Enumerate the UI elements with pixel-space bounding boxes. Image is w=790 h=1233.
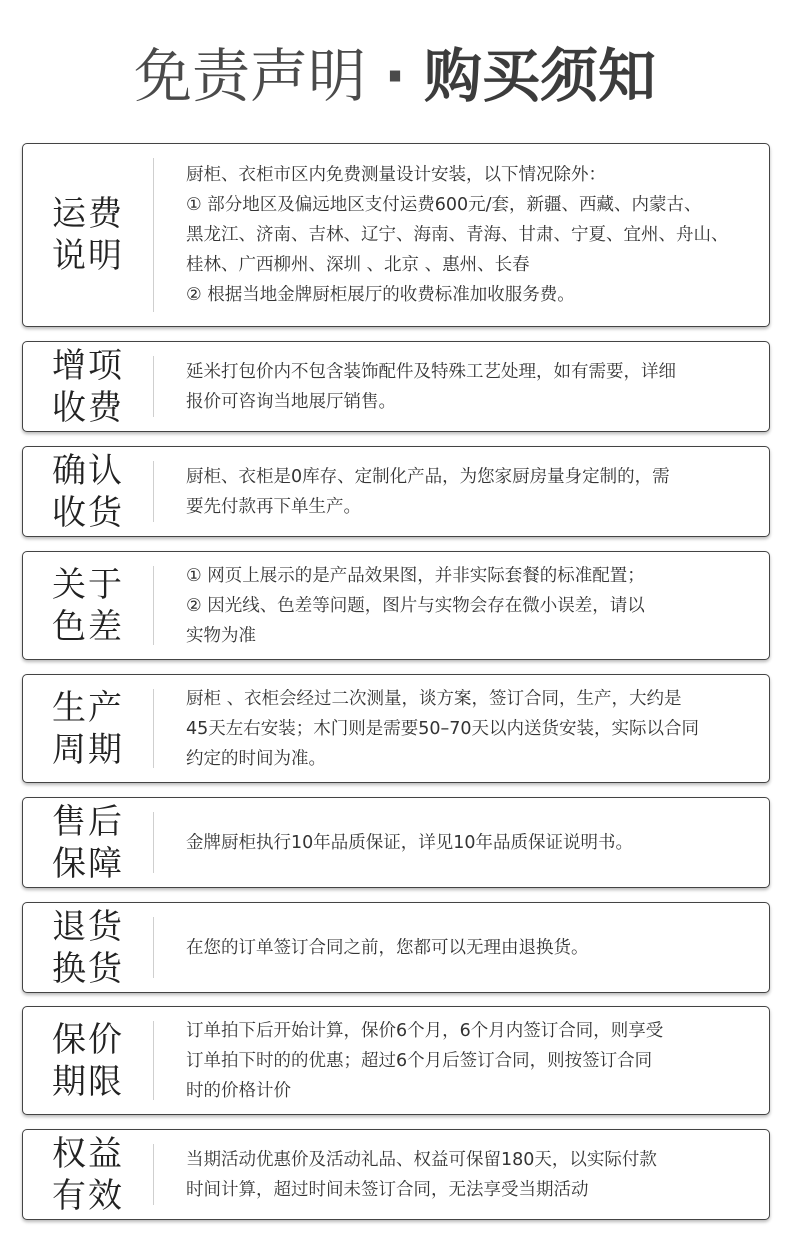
card-text-line: 实物为准 — [186, 625, 256, 646]
card-text-line: ② 因光线、色差等问题，图片与实物会存在微小误差，请以 — [186, 595, 645, 616]
card-body — [186, 1007, 757, 1114]
card-label-line-1: 确认 — [52, 450, 124, 491]
card-text-line: 订单拍下后开始计算，保价6个月，6个月内签订合同，则享受 — [186, 1020, 664, 1041]
card-body — [186, 1130, 757, 1219]
notice-card-price-protection — [22, 1006, 770, 1115]
card-label — [23, 447, 153, 536]
card-body — [186, 903, 757, 992]
card-text-line: ② 根据当地金牌厨柜展厅的收费标准加收服务费。 — [186, 285, 575, 305]
title-purchase-notice: 购买须知 — [424, 42, 657, 110]
card-body — [186, 342, 757, 431]
card-text-line: 约定的时间为准。 — [186, 748, 326, 769]
card-divider — [153, 689, 154, 768]
card-label-line-2: 保障 — [52, 843, 124, 884]
card-divider — [153, 356, 154, 417]
notice-card-extra-fees — [22, 341, 770, 432]
card-text-line: 时间计算，超过时间未签订合同，无法享受当期活动 — [186, 1179, 589, 1200]
card-text-line: 时的价格计价 — [186, 1080, 291, 1101]
card-divider — [153, 1144, 154, 1205]
card-label-line-1: 权益 — [52, 1133, 124, 1174]
card-divider — [153, 158, 154, 312]
card-label-line-2: 色差 — [52, 606, 124, 647]
card-label-line-2: 说明 — [52, 236, 124, 276]
card-body — [186, 552, 757, 659]
card-text-line: 在您的订单签订合同之前，您都可以无理由退换货。 — [186, 937, 589, 958]
card-label-line-1: 运费 — [52, 194, 124, 234]
card-divider — [153, 917, 154, 978]
card-label-line-2: 周期 — [52, 729, 124, 770]
card-text-line: 厨柜 、衣柜会经过二次测量，谈方案，签订合同，生产，大约是 — [186, 688, 682, 709]
card-divider — [153, 812, 154, 873]
card-label-line-2: 收费 — [52, 387, 124, 428]
card-label — [23, 675, 153, 782]
card-label-line-2: 有效 — [52, 1175, 124, 1216]
card-label — [23, 798, 153, 887]
card-text-line: 金牌厨柜执行10年品质保证，详见10年品质保证说明书。 — [186, 832, 634, 853]
card-text-line: 订单拍下时的的优惠；超过6个月后签订合同，则按签订合同 — [186, 1050, 653, 1071]
card-text-line: 延米打包价内不包含装饰配件及特殊工艺处理，如有需要，详细 — [186, 361, 676, 382]
card-label-line-2: 收货 — [52, 492, 124, 533]
card-text-line: ① 部分地区及偏远地区支付运费600元/套，新疆、西藏、内蒙古、 — [186, 195, 702, 215]
card-label-line-1: 保价 — [52, 1019, 124, 1060]
card-label-line-1: 关于 — [52, 564, 124, 605]
title-separator: · — [383, 42, 407, 110]
card-text-line: 报价可咨询当地展厅销售。 — [186, 391, 396, 412]
card-body — [186, 144, 757, 326]
notice-card-return-exchange — [22, 902, 770, 993]
notice-card-production-period — [22, 674, 770, 783]
notice-card-after-sales — [22, 797, 770, 888]
card-label-line-1: 退货 — [52, 906, 124, 947]
card-text-line: 厨柜、衣柜是0库存、定制化产品，为您家厨房量身定制的，需 — [186, 466, 670, 487]
card-label-line-1: 售后 — [52, 801, 124, 842]
card-label-line-2: 期限 — [52, 1061, 124, 1102]
card-label-line-2: 换货 — [52, 948, 124, 989]
card-label — [23, 1007, 153, 1114]
card-text-line: 厨柜、衣柜市区内免费测量设计安装，以下情况除外： — [186, 165, 606, 185]
notice-card-shipping — [22, 143, 770, 327]
card-label — [23, 144, 153, 326]
card-text-line: ① 网页上展示的是产品效果图，并非实际套餐的标准配置； — [186, 565, 645, 586]
card-body — [186, 675, 757, 782]
card-label-line-1: 增项 — [52, 345, 124, 386]
card-text-line: 要先付款再下单生产。 — [186, 496, 361, 517]
card-label — [23, 552, 153, 659]
card-label — [23, 1130, 153, 1219]
card-divider — [153, 566, 154, 645]
card-label — [23, 903, 153, 992]
card-body — [186, 447, 757, 536]
page-title — [0, 36, 790, 116]
notice-card-color-difference — [22, 551, 770, 660]
card-divider — [153, 1021, 154, 1100]
notice-card-benefits-validity — [22, 1129, 770, 1220]
card-label — [23, 342, 153, 431]
card-divider — [153, 461, 154, 522]
title-disclaimer: 免责声明 — [133, 42, 366, 110]
card-body — [186, 798, 757, 887]
card-label-line-1: 生产 — [52, 687, 124, 728]
card-text-line: 黑龙江、济南、吉林、辽宁、海南、青海、甘肃、宁夏、宜州、舟山、 — [186, 225, 729, 245]
card-text-line: 当期活动优惠价及活动礼品、权益可保留180天，以实际付款 — [186, 1149, 657, 1170]
card-text-line: 45天左右安装；木门则是需要50–70天以内送货安装，实际以合同 — [186, 718, 700, 739]
card-text-line: 桂林、广西柳州、深圳 、北京 、惠州、长春 — [186, 255, 530, 275]
notice-card-confirm-receipt — [22, 446, 770, 537]
